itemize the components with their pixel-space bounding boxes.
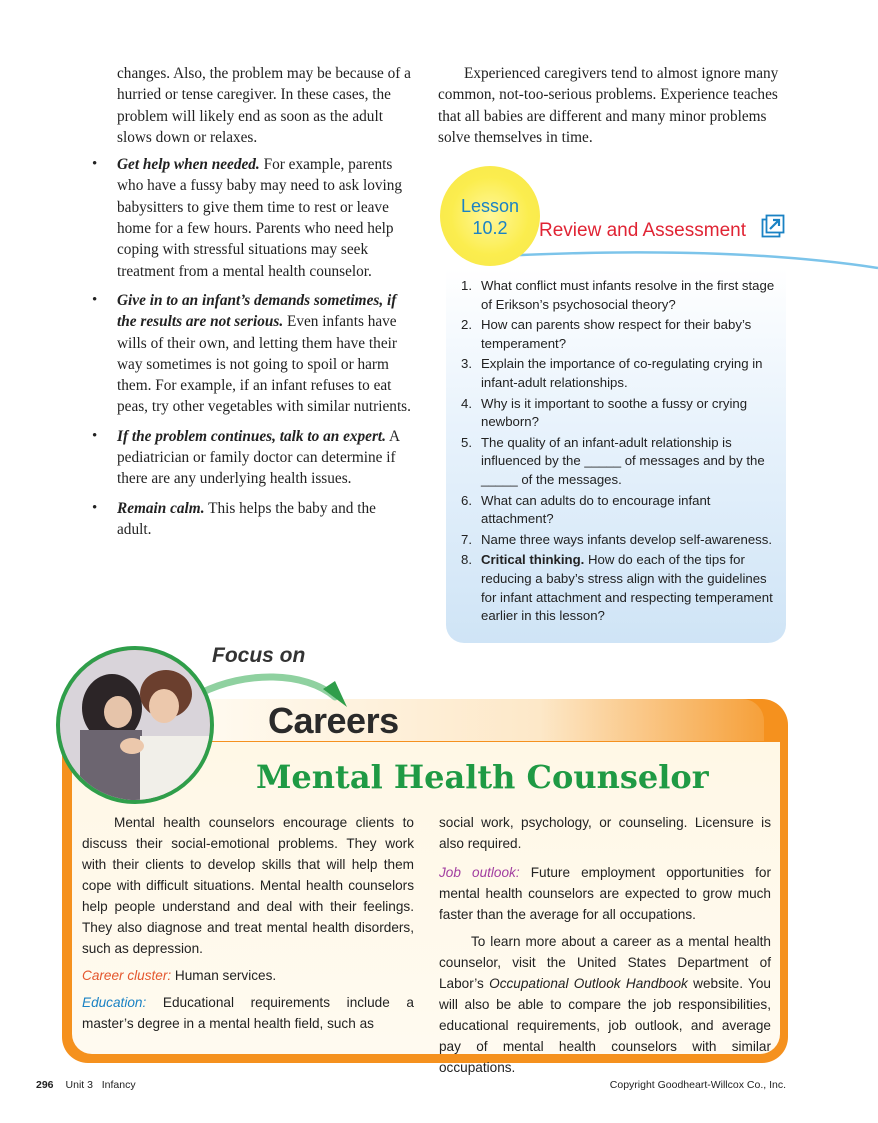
left-column xyxy=(92,63,414,548)
tip-text: A pediatrician or family doctor can determine if there are any underlying health issues. xyxy=(117,427,400,488)
cluster-label: Career cluster: xyxy=(82,968,172,983)
tips-list xyxy=(92,154,414,540)
learn-more: To learn more about a career as a mental health counselor, visit the United States Department of Labor’s Occupational Outlook Handbook website. You will also be able to compare the job responsibilities, educational requirements, job outlook, and average pay of mental health counselors with similar occupations. xyxy=(439,934,771,1075)
page-footer-left xyxy=(36,1079,136,1091)
tip-text: Even infants have wills of their own, and letting them have their way sometimes is not going to spoil or harm them. For example, if an infant refuses to eat peas, try other vegetables with similar nutrients. xyxy=(117,313,411,416)
list-item xyxy=(92,154,414,282)
list-item xyxy=(92,290,414,418)
career-cluster xyxy=(82,965,414,986)
outlook-value: Future employment opportunities for mental health counselors are expected to grow much faster than the average for all occupations. xyxy=(439,865,772,922)
lesson-label: Lesson xyxy=(460,196,520,216)
outlook-label: Job outlook: xyxy=(439,865,520,880)
list-item: 1. What conflict must infants resolve in the first stage of Erikson’s psychosocial theory? xyxy=(461,278,775,312)
tip-text: This helps the baby and the adult. xyxy=(117,499,376,538)
cluster-value: Human services. xyxy=(171,968,277,983)
education-label: Education: xyxy=(82,995,147,1010)
copyright: Copyright Goodheart-Willcox Co., Inc. xyxy=(609,1079,786,1091)
careers-left-column xyxy=(82,812,414,1040)
counselor-photo xyxy=(56,646,214,804)
review-questions xyxy=(455,277,785,628)
list-item: 3. Explain the importance of co-regulating crying in infant-adult relationships. xyxy=(461,356,763,390)
list-item xyxy=(92,426,414,490)
right-paragraph: Experienced caregivers tend to almost ignore many common, not-too-serious problems. Experience teaches that all babies are different and many minor problems solve themselves in time. xyxy=(438,65,779,146)
unit-label: Unit 3 Infancy xyxy=(65,1079,136,1091)
bullet-icon: • xyxy=(92,427,98,444)
bullet-icon: • xyxy=(92,156,98,173)
list-item: 7. Name three ways infants develop self-awareness. xyxy=(461,531,773,547)
photo-illustration xyxy=(60,650,210,800)
list-item: 2. How can parents show respect for their baby’s temperament? xyxy=(461,317,752,351)
careers-right-column xyxy=(439,812,771,1084)
careers-heading: Careers xyxy=(268,700,399,741)
job-outlook xyxy=(439,862,771,925)
education xyxy=(82,992,414,1034)
list-item: 8. Critical thinking. How do each of the tips for reducing a baby’s stress align with the guidelines for infant attachment and respecting temperament earlier in this lesson? xyxy=(461,552,773,624)
curved-arrow-icon xyxy=(195,663,355,709)
list-item: 6. What can adults do to encourage infant attachment? xyxy=(461,492,711,527)
review-title: Review and Assessment xyxy=(539,220,746,241)
page-number: 296 xyxy=(36,1079,54,1091)
education-value: Educational requirements include a master’s degree in a mental health field, such as xyxy=(82,995,414,1031)
tip-lead: Get help when needed. xyxy=(117,156,260,174)
tip-lead: Remain calm. xyxy=(117,499,205,517)
tip-lead: If the problem continues, talk to an expert. xyxy=(117,427,386,445)
tip-text: For example, parents who have a fussy baby may need to ask loving babysitters to give them time to rest or leave home for a few hours. Parents who need help coping with stressful situations may seek treatment from a mental health counselor. xyxy=(117,156,403,280)
career-title: Mental Health Counselor xyxy=(256,758,709,796)
expand-icon[interactable] xyxy=(761,214,785,238)
tip-lead: Give in to an infant’s demands sometimes, if the results are not serious. xyxy=(117,291,397,331)
focus-on-label: Focus on xyxy=(212,644,306,667)
continuation-paragraph: changes. Also, the problem may be because of a hurried or tense caregiver. In these cases, the problem will likely end as soon as the adult slows down or relaxes. xyxy=(117,65,411,146)
list-item: 4. Why is it important to soothe a fussy or crying newborn? xyxy=(461,395,748,430)
handbook-title: Occupational Outlook Handbook xyxy=(489,976,688,991)
lesson-number: 10.2 xyxy=(472,218,508,238)
list-item: 5. The quality of an infant-adult relationship is influenced by the _____ of messages and by the _____ of the messages. xyxy=(461,434,765,487)
bullet-icon: • xyxy=(92,499,98,516)
list-item xyxy=(92,498,414,541)
careers-intro: Mental health counselors encourage clients to discuss their social-emotional problems. They work with their clients to develop skills that will help them cope with difficult situations. Mental health counselors help people understand and deal with their feelings. They also diagnose and treat mental health disorders, such as depression. xyxy=(82,815,414,956)
education-continued: social work, psychology, or counseling. Licensure is also required. xyxy=(439,815,771,851)
bullet-icon: • xyxy=(92,291,98,308)
review-divider-line xyxy=(500,250,878,280)
